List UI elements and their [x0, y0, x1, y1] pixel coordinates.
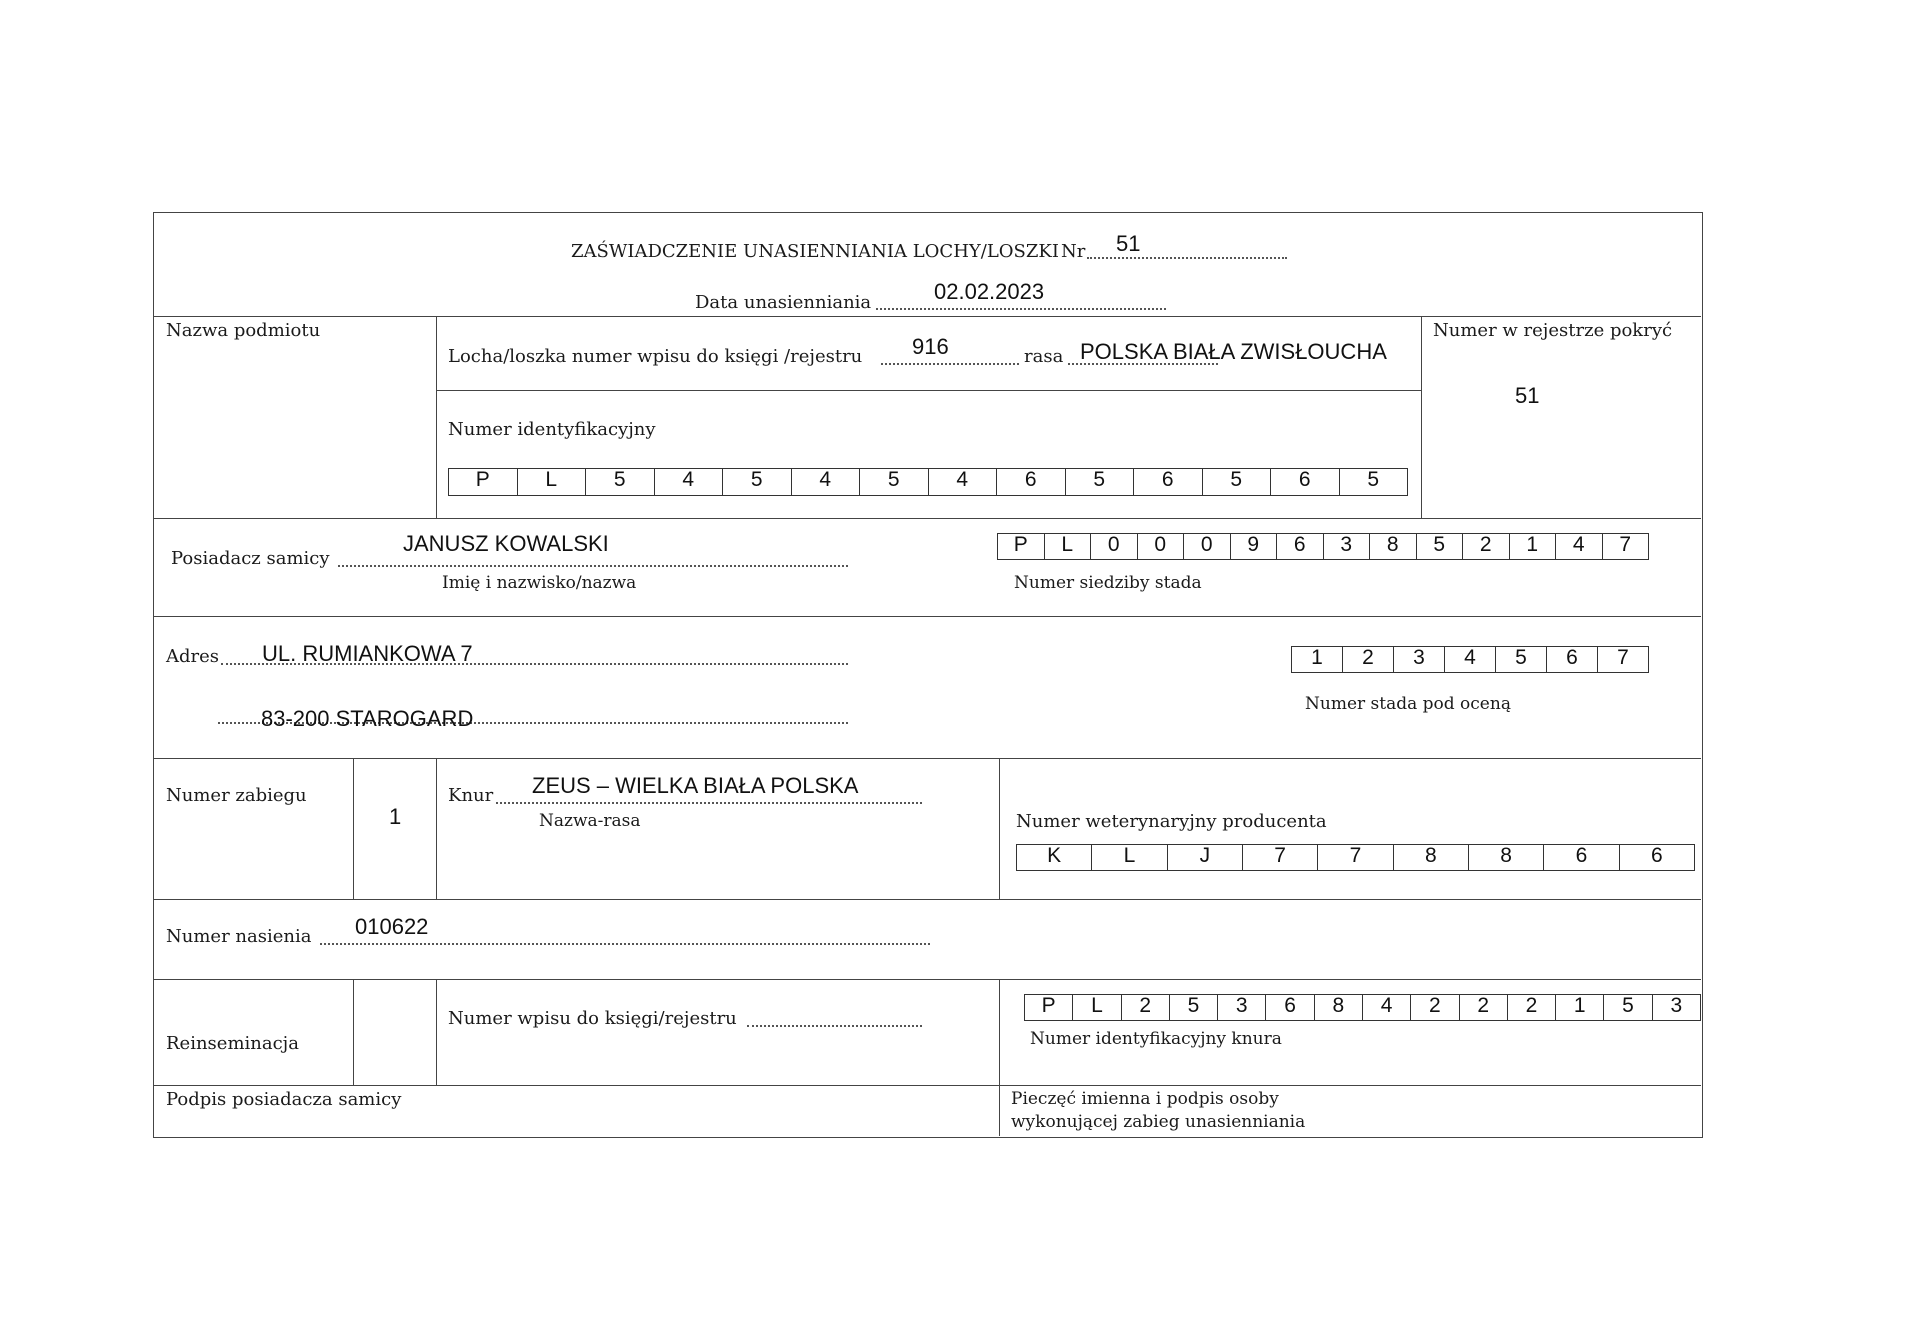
rule	[436, 390, 1421, 391]
owner-name: JANUSZ KOWALSKI	[403, 531, 609, 556]
herd-seat-label: Numer siedziby stada	[1014, 573, 1202, 593]
char-box: 5	[1495, 647, 1546, 672]
char-box: 4	[791, 469, 860, 495]
rule	[154, 316, 1701, 317]
char-box: L	[517, 469, 586, 495]
char-box: 5	[859, 469, 928, 495]
char-box: 4	[1362, 995, 1410, 1020]
rule	[999, 758, 1000, 899]
rule	[1421, 316, 1422, 518]
sow-breed: POLSKA BIAŁA ZWISŁOUCHA	[1080, 339, 1387, 364]
char-box: 2	[1342, 647, 1393, 672]
address-line-1: UL. RUMIANKOWA 7	[262, 641, 473, 666]
date-label: Data unasienniania	[695, 292, 872, 313]
herd-seat-boxes	[997, 533, 1649, 560]
char-box: 7	[1242, 845, 1317, 870]
char-box: L	[1044, 534, 1091, 559]
rule	[436, 758, 437, 899]
vet-number-boxes	[1016, 844, 1695, 871]
char-box: 1	[1509, 534, 1556, 559]
rule	[154, 1085, 1701, 1086]
char-box: 1	[1555, 995, 1603, 1020]
rule	[154, 518, 1701, 519]
char-box: 2	[1410, 995, 1458, 1020]
rule	[436, 316, 437, 518]
char-box: 6	[1276, 534, 1323, 559]
char-box: L	[1091, 845, 1166, 870]
rule	[353, 979, 354, 1085]
char-box: 3	[1652, 995, 1700, 1020]
book-entry-label: Numer wpisu do księgi/rejestru	[448, 1008, 737, 1029]
sow-book-label: Locha/loszka numer wpisu do księgi /rejestru	[448, 346, 863, 367]
char-box: 9	[1230, 534, 1277, 559]
procedure-number-label: Numer zabiegu	[166, 785, 307, 806]
rule	[436, 979, 437, 1085]
owner-name-caption: Imię i nazwisko/nazwa	[442, 573, 637, 593]
char-box: 7	[1602, 534, 1649, 559]
char-box: 8	[1369, 534, 1416, 559]
char-box: 5	[1339, 469, 1408, 495]
char-box: 6	[1543, 845, 1618, 870]
rule	[154, 616, 1701, 617]
char-box: 6	[1133, 469, 1202, 495]
char-box: P	[475, 468, 490, 491]
boar-caption: Nazwa-rasa	[539, 811, 641, 831]
semen-number-label: Numer nasienia	[166, 926, 312, 947]
form-title: ZAŚWIADCZENIE UNASIENNIANIA LOCHY/LOSZKI	[571, 241, 1059, 262]
boar-id-label: Numer identyfikacyjny knura	[1030, 1029, 1282, 1049]
id-number-label: Numer identyfikacyjny	[448, 419, 656, 440]
char-box: 6	[996, 469, 1065, 495]
char-box: 4	[928, 469, 997, 495]
boar-id-boxes	[1024, 994, 1701, 1021]
char-box: 0	[1183, 534, 1230, 559]
entity-name-label: Nazwa podmiotu	[166, 320, 321, 341]
sow-book-number: 916	[912, 334, 949, 359]
boar-name-breed: ZEUS – WIELKA BIAŁA POLSKA	[532, 773, 859, 798]
char-box: 4	[1444, 647, 1495, 672]
rule	[154, 979, 1701, 980]
char-box: L	[1072, 995, 1120, 1020]
herd-number-label: Numer stada pod oceną	[1305, 694, 1511, 714]
stamp-label-line-1: Pieczęć imienna i podpis osoby	[1011, 1089, 1279, 1109]
char-box: 8	[1314, 995, 1362, 1020]
char-box: 6	[1619, 845, 1694, 870]
char-box: 4	[1555, 534, 1602, 559]
char-box: 5	[1169, 995, 1217, 1020]
char-box: J	[1167, 845, 1242, 870]
char-box: 5	[1603, 995, 1651, 1020]
char-box: 6	[1546, 647, 1597, 672]
mating-register-number: 51	[1515, 383, 1540, 408]
char-box: 5	[1202, 469, 1271, 495]
mating-register-label: Numer w rejestrze pokryć	[1433, 320, 1673, 341]
char-box: 2	[1507, 995, 1555, 1020]
boar-label: Knur	[448, 785, 494, 806]
owner-label: Posiadacz samicy	[171, 548, 330, 569]
char-box: 5	[722, 469, 791, 495]
certificate-number: 51	[1116, 231, 1141, 256]
char-box: 0	[1090, 534, 1137, 559]
char-box: 6	[1270, 469, 1339, 495]
char-box: 5	[585, 469, 654, 495]
rule	[353, 758, 354, 899]
reinsemination-label: Reinseminacja	[166, 1033, 299, 1054]
char-box: 6	[1265, 995, 1313, 1020]
char-box: 7	[1597, 647, 1648, 672]
char-box: 2	[1121, 995, 1169, 1020]
insemination-date: 02.02.2023	[934, 279, 1045, 304]
vet-number-label: Numer weterynaryjny producenta	[1016, 811, 1327, 832]
herd-number-boxes	[1291, 646, 1649, 673]
char-box: 5	[1065, 469, 1134, 495]
char-box: 0	[1137, 534, 1184, 559]
address-line-2: 83-200 STAROGARD	[261, 706, 474, 731]
char-box: 1	[1311, 646, 1323, 669]
certificate-form	[153, 212, 1703, 1138]
char-box: 5	[1416, 534, 1463, 559]
char-box: P	[1041, 994, 1056, 1017]
char-box: 3	[1217, 995, 1265, 1020]
rule	[154, 758, 1701, 759]
char-box: 4	[654, 469, 723, 495]
rule	[154, 899, 1701, 900]
char-box: 8	[1468, 845, 1543, 870]
char-box: 3	[1323, 534, 1370, 559]
char-box: 8	[1393, 845, 1468, 870]
breed-label: rasa	[1024, 346, 1064, 367]
char-box: P	[1013, 533, 1028, 556]
char-box: 3	[1393, 647, 1444, 672]
owner-signature-label: Podpis posiadacza samicy	[166, 1089, 402, 1110]
char-box: K	[1047, 844, 1062, 867]
rule	[999, 979, 1000, 1136]
sow-id-boxes	[448, 468, 1408, 496]
nr-label: Nr	[1061, 241, 1086, 262]
address-label: Adres	[166, 646, 220, 667]
char-box: 2	[1462, 534, 1509, 559]
procedure-number: 1	[389, 804, 402, 829]
stamp-label-line-2: wykonującej zabieg unasienniania	[1011, 1112, 1306, 1132]
char-box: 2	[1459, 995, 1507, 1020]
char-box: 7	[1317, 845, 1392, 870]
semen-number: 010622	[355, 914, 429, 939]
